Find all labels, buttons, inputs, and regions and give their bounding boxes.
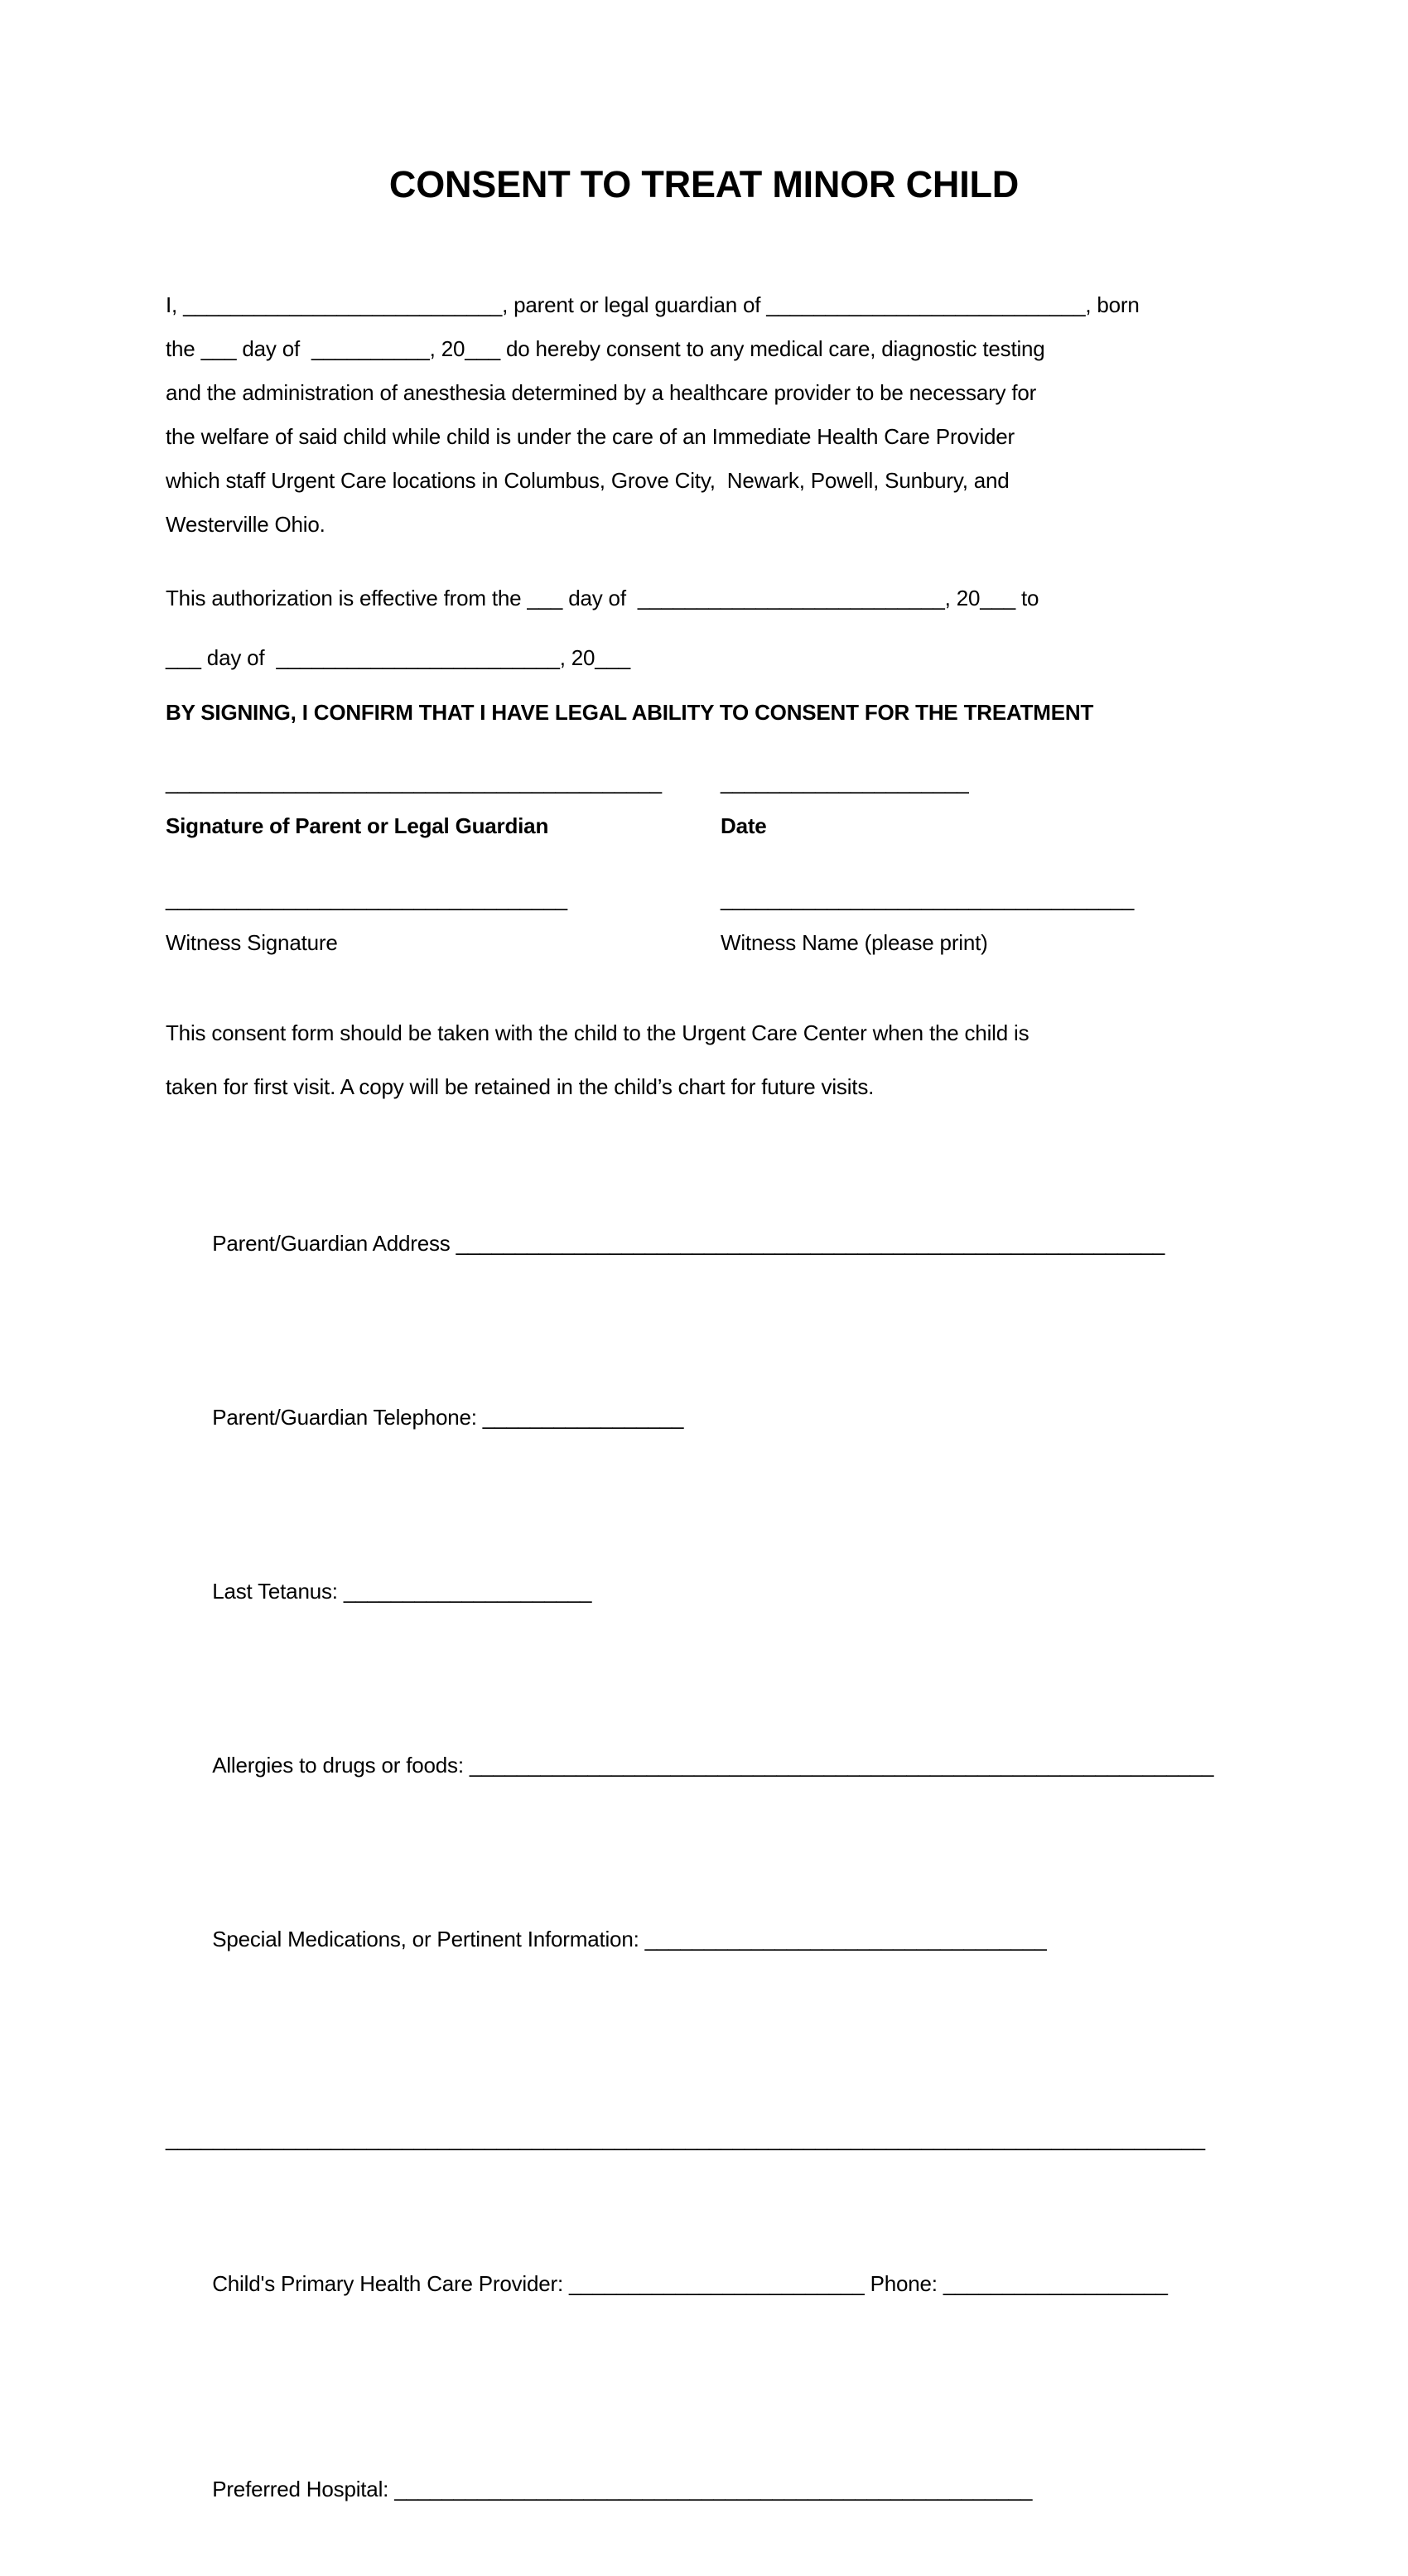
intro-line: I, ___________________________, parent or legal guardian of ___________________________, born [166,292,1140,317]
fields-section [166,1156,1242,2576]
signature-blank-row [166,760,1242,804]
authorization-line: This authorization is effective from the ___ day of __________________________, 20___ to [166,586,1039,610]
witness-signature-blank: __________________________________ [166,886,567,911]
field-preferred-hospital [166,2402,1242,2576]
special-medications-label: Special Medications, or Pertinent Information: [212,1927,645,1951]
authorization-paragraph [166,568,1242,687]
confirm-statement: BY SIGNING, I CONFIRM THAT I HAVE LEGAL ABILITY TO CONSENT FOR THE TREATMENT [166,700,1094,725]
signature-section [166,760,1242,848]
extra-info-blank-line [166,2043,1242,2196]
note-paragraph [166,1006,1242,1114]
witness-name-blank: ___________________________________ [721,886,1135,911]
phone-blank: ___________________ [943,2271,1168,2296]
field-allergies [166,1678,1242,1852]
phone-label: Phone: [864,2271,943,2296]
witness-section [166,877,1242,965]
field-special-medications [166,1852,1242,2026]
witness-blank-row [166,877,1242,921]
allergies-label: Allergies to drugs or foods: [212,1753,470,1778]
intro-line: the ___ day of __________, 20___ do hereby consent to any medical care, diagnostic testing [166,336,1045,361]
parent-address-label: Parent/Guardian Address [212,1231,456,1256]
last-tetanus-label: Last Tetanus: [212,1579,344,1604]
witness-signature-label: Witness Signature [166,930,338,955]
intro-line: the welfare of said child while child is under the care of an Immediate Health Care Provider [166,424,1015,449]
last-tetanus-blank: _____________________ [343,1579,592,1604]
extra-info-blank: ________________________________________________________________________________________ [166,2126,1205,2151]
parent-telephone-blank: _________________ [482,1405,684,1430]
preferred-hospital-label: Preferred Hospital: [212,2477,395,2501]
preferred-hospital-blank: ______________________________________________________ [394,2477,1033,2501]
parent-telephone-label: Parent/Guardian Telephone: [212,1405,483,1430]
intro-line: and the administration of anesthesia determined by a healthcare provider to be necessary for [166,380,1037,405]
intro-line: Westerville Ohio. [166,512,325,537]
field-parent-telephone [166,1330,1242,1504]
note-line: This consent form should be taken with the child to the Urgent Care Center when the child is [166,1020,1029,1045]
parent-signature-blank: __________________________________________ [166,769,662,794]
parent-address-blank: ____________________________________________________________ [456,1231,1165,1256]
field-parent-address [166,1156,1242,1330]
note-line: taken for first visit. A copy will be retained in the child’s chart for future visits. [166,1074,875,1099]
allergies-blank: _______________________________________________________________ [469,1753,1214,1778]
form-title: CONSENT TO TREAT MINOR CHILD [388,163,1020,205]
signature-label-row [166,804,1242,848]
date-label: Date [721,813,767,838]
intro-line: which staff Urgent Care locations in Columbus, Grove City, Newark, Powell, Sunbury, and [166,468,1010,493]
parent-signature-label: Signature of Parent or Legal Guardian [166,813,549,838]
witness-name-label: Witness Name (please print) [721,930,988,955]
special-medications-blank: __________________________________ [644,1927,1047,1951]
authorization-line: ___ day of ________________________, 20___ [166,645,631,670]
intro-paragraph [166,283,1242,547]
field-last-tetanus [166,1504,1242,1678]
field-primary-provider [166,2197,1242,2371]
primary-provider-blank: _________________________ [569,2271,865,2296]
primary-provider-label: Child's Primary Health Care Provider: [212,2271,570,2296]
date-blank: _____________________ [721,769,969,794]
witness-label-row [166,921,1242,965]
